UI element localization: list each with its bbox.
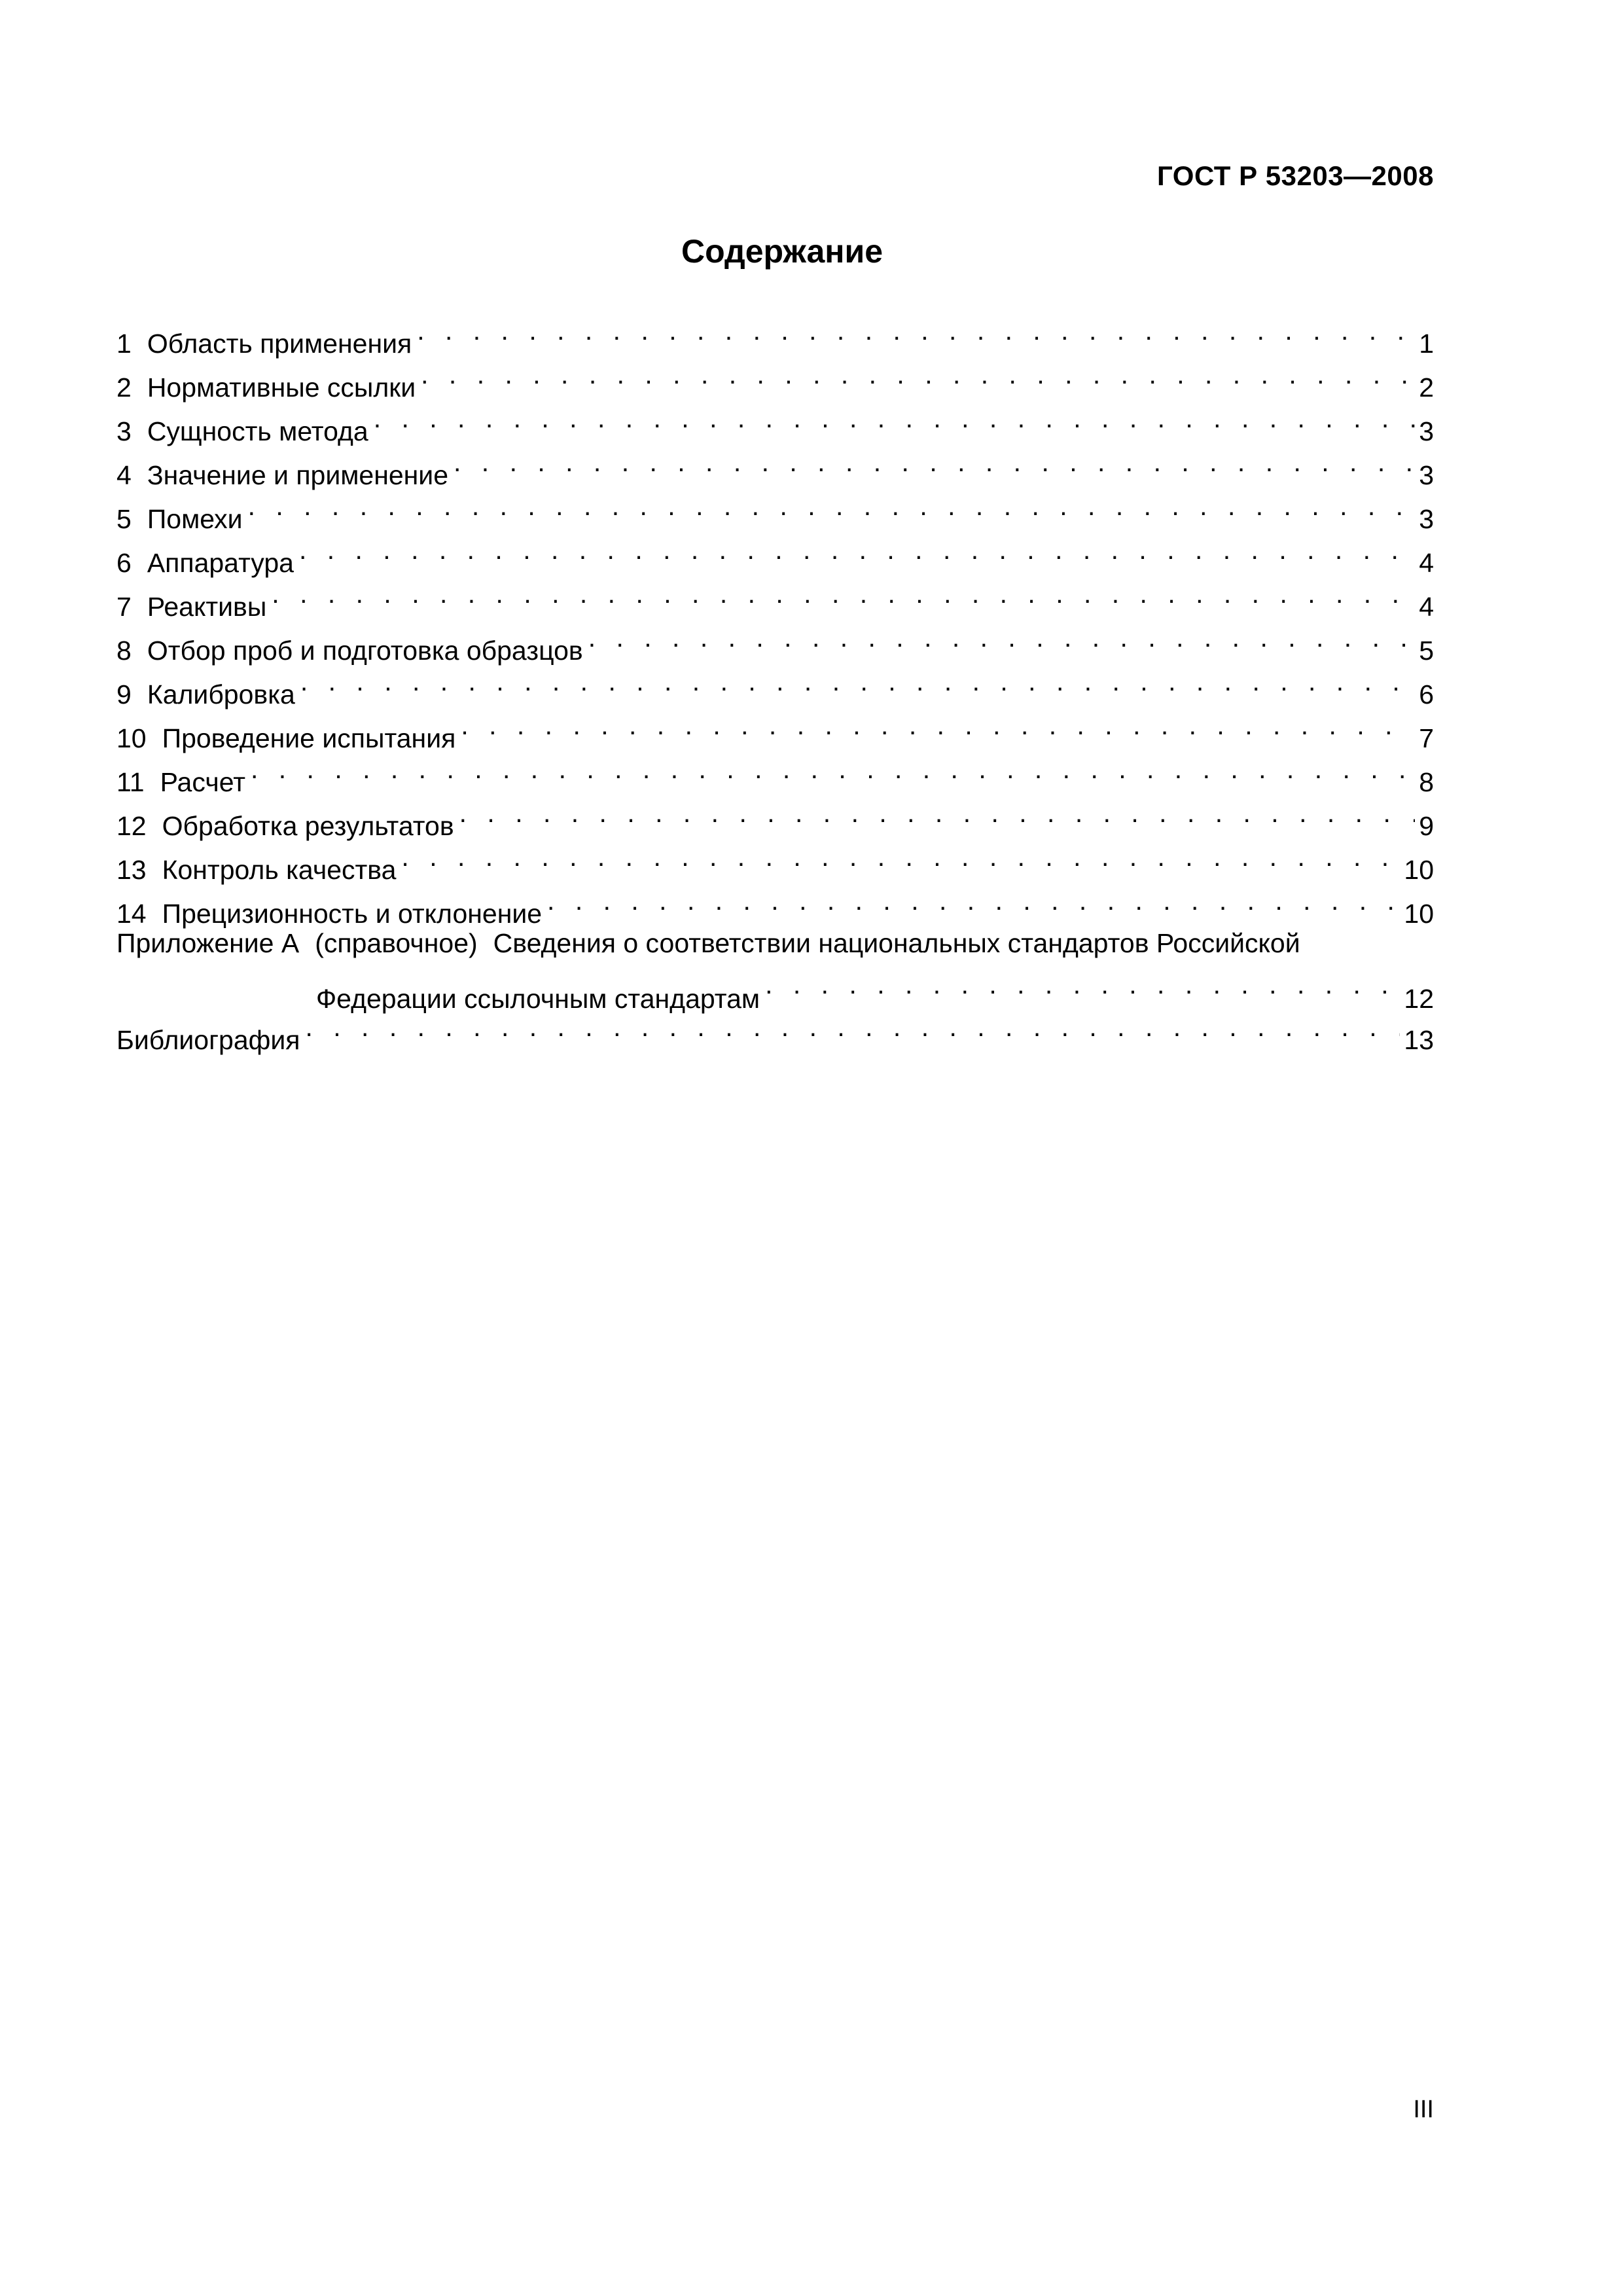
dot-leader (461, 704, 1415, 747)
toc-entry[interactable] (116, 660, 1434, 709)
toc-entry-label: Калибровка (147, 679, 295, 709)
toc-entry-label: Сущность метода (147, 416, 368, 446)
toc-entry-page: 5 (1419, 636, 1434, 666)
toc-entry-number: 7 (116, 592, 132, 622)
toc-entry-number: 11 (116, 767, 145, 797)
toc-entry-number: 4 (116, 460, 132, 490)
toc-entry-label: Помехи (147, 504, 243, 534)
bibliography-label: Библиография (116, 1025, 300, 1055)
dot-leader (765, 964, 1400, 1008)
dot-leader (272, 572, 1415, 616)
toc-entry-label: Реактивы (147, 592, 267, 622)
appendix-kind: (справочное) (315, 928, 478, 958)
toc-entry-page: 1 (1419, 329, 1434, 359)
toc-entry-label: Отбор проб и подготовка образцов (147, 636, 583, 666)
toc-bibliography-entry[interactable] (116, 1005, 1434, 1055)
toc-entry[interactable] (116, 747, 1434, 797)
toc-entry[interactable] (116, 528, 1434, 578)
toc-entry-number: 12 (116, 811, 147, 841)
toc-entry[interactable] (116, 704, 1434, 753)
toc-entry-number: 6 (116, 548, 132, 578)
toc-entry-page: 9 (1419, 811, 1434, 841)
dot-leader (459, 791, 1416, 835)
toc-entry-number: 1 (116, 329, 132, 359)
toc-entry[interactable] (116, 572, 1434, 622)
bibliography-page: 13 (1404, 1025, 1434, 1055)
appendix-page: 12 (1404, 984, 1434, 1014)
toc-entry-number: 2 (116, 372, 132, 403)
toc-entry-number: 8 (116, 636, 132, 666)
toc-entry-number: 3 (116, 416, 132, 446)
dot-leader (454, 440, 1415, 484)
toc-title: Содержание (681, 233, 883, 270)
dot-leader (299, 528, 1415, 572)
toc-entry-page: 4 (1419, 548, 1434, 578)
appendix-title-line1: Сведения о соответствии национальных стандартов Российской (493, 928, 1300, 958)
toc-entry-page: 10 (1404, 855, 1434, 885)
toc-entry-page: 8 (1419, 767, 1434, 797)
toc-entry-page: 4 (1419, 592, 1434, 622)
toc-entry-label: Обработка результатов (162, 811, 454, 841)
toc-entry[interactable] (116, 484, 1434, 534)
toc-entry-number: 9 (116, 679, 132, 709)
dot-leader (417, 309, 1415, 353)
toc-entry-number: 13 (116, 855, 147, 885)
toc-entry[interactable] (116, 791, 1434, 841)
toc-entry-label: Прецизионность и отклонение (162, 899, 543, 929)
toc-entry-page: 3 (1419, 416, 1434, 446)
toc-entry[interactable] (116, 616, 1434, 666)
toc-appendix-entry[interactable] (116, 923, 1434, 1014)
toc-entry[interactable] (116, 309, 1434, 359)
toc-entry-page: 3 (1419, 504, 1434, 534)
toc-entry-label: Контроль качества (162, 855, 397, 885)
appendix-prefix: Приложение А (116, 928, 300, 958)
toc-entry-label: Аппаратура (147, 548, 294, 578)
toc-entry-page: 10 (1404, 899, 1434, 929)
toc-entry-number: 5 (116, 504, 132, 534)
toc-entry-number: 14 (116, 899, 147, 929)
document-code: ГОСТ Р 53203—2008 (1157, 160, 1434, 191)
toc-entry-page: 2 (1419, 372, 1434, 403)
dot-leader (588, 616, 1416, 660)
dot-leader (421, 353, 1415, 397)
dot-leader (300, 660, 1415, 704)
dot-leader (547, 879, 1400, 923)
toc-entry-page: 3 (1419, 460, 1434, 490)
dot-leader (374, 397, 1415, 440)
toc-entry-number: 10 (116, 723, 147, 753)
toc-entry-label: Расчет (160, 767, 245, 797)
dot-leader (401, 835, 1400, 879)
toc-entry-label: Проведение испытания (162, 723, 456, 753)
dot-leader (248, 484, 1416, 528)
appendix-title-line2: Федерации ссылочным стандартам (316, 984, 760, 1014)
table-of-contents (116, 309, 1434, 1055)
toc-entry-label: Значение и применение (147, 460, 449, 490)
toc-entry-page: 6 (1419, 679, 1434, 709)
page-number: III (1413, 2096, 1434, 2123)
toc-entry-page: 7 (1419, 723, 1434, 753)
toc-entry-label: Нормативные ссылки (147, 372, 416, 403)
dot-leader (305, 1005, 1400, 1049)
dot-leader (251, 747, 1415, 791)
toc-entry-label: Область применения (147, 329, 412, 359)
